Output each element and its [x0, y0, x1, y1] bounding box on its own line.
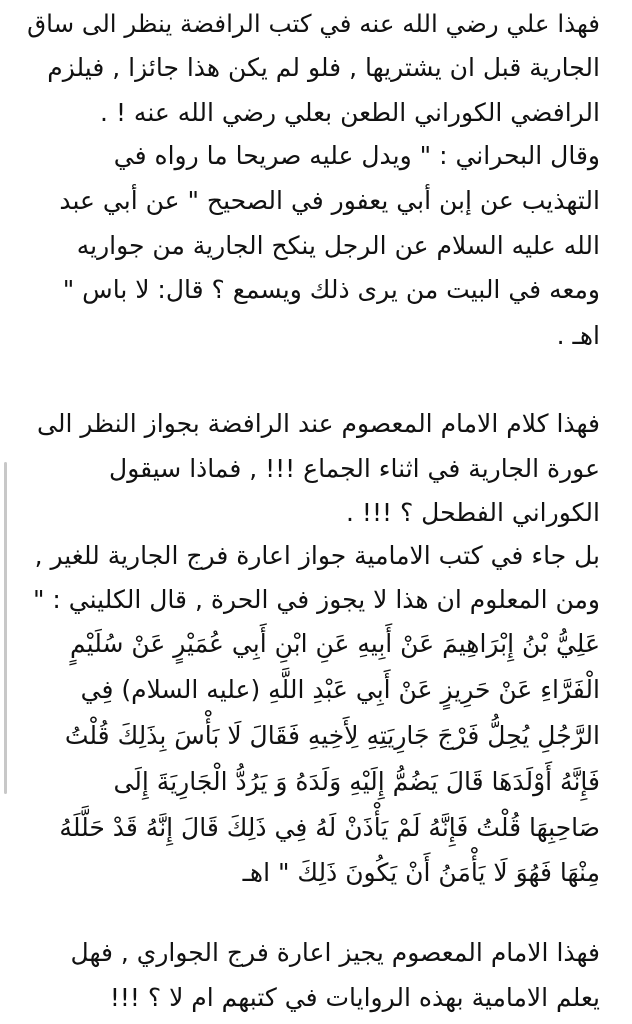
text-line: عَلِيُّ بْنُ إِبْرَاهِيمَ عَنْ أَبِيهِ عَنِ ابْنِ أَبِي عُمَيْرٍ عَنْ سُلَيْمٍ	[70, 629, 600, 658]
text-line: الكوراني الفطحل ؟ !!! .	[346, 498, 600, 527]
text-line: ومعه في البيت من يرى ذلك ويسمع ؟ قال: لا باس "	[62, 275, 600, 304]
scrollbar-indicator[interactable]	[4, 462, 7, 794]
text-line: يعلم الامامية بهذه الروايات في كتبهم ام لا ؟ !!!	[109, 983, 600, 1012]
text-line: عورة الجارية في اثناء الجماع !!! , فماذا سيقول	[109, 454, 600, 483]
text-line: فهذا كلام الامام المعصوم عند الرافضة بجواز النظر الى	[36, 409, 600, 438]
text-line: ومن المعلوم ان هذا لا يجوز في الحرة , قال الكليني : "	[32, 585, 600, 614]
text-line: مِنْهَا فَهُوَ لَا يَأْمَنُ أَنْ يَكُونَ ذَلِكَ " اهـ	[242, 858, 600, 887]
text-line: الجارية قبل ان يشتريها , فلو لم يكن هذا جائزا , فيلزم	[47, 53, 600, 82]
text-line: صَاحِبِهَا قُلْتُ فَإِنَّهُ لَمْ يَأْذَنْ لَهُ فِي ذَلِكَ قَالَ إِنَّهُ قَدْ حَلَّلَهُ	[59, 813, 600, 842]
text-line: الرَّجُلِ يُحِلُّ فَرْجَ جَارِيَتِهِ لِأَخِيهِ فَقَالَ لَا بَأْسَ بِذَلِكَ قُلْتُ	[64, 721, 600, 750]
text-line: الْفَرَّاءِ عَنْ حَرِيزٍ عَنْ أَبِي عَبْدِ اللَّهِ (عليه السلام) فِي	[80, 675, 600, 704]
text-line: التهذيب عن إبن أبي يعفور في الصحيح " عن أبي عبد	[59, 186, 600, 215]
text-line: بل جاء في كتب الامامية جواز اعارة فرج الجارية للغير ,	[34, 541, 600, 570]
text-line: فهذا علي رضي الله عنه في كتب الرافضة ينظر الى ساق	[27, 9, 600, 38]
text-line: فَإِنَّهُ أَوْلَدَهَا قَالَ يَضُمُّ إِلَيْهِ وَلَدَهُ وَ يَرُدُّ الْجَارِيَةَ إِلَى	[113, 767, 600, 796]
text-line: اهـ .	[556, 321, 600, 350]
text-line: فهذا الامام المعصوم يجيز اعارة فرج الجواري , فهل	[70, 938, 600, 967]
text-line: الرافضي الكوراني الطعن بعلي رضي الله عنه ! .	[100, 98, 600, 127]
text-line: الله عليه السلام عن الرجل ينكح الجارية من جواريه	[76, 231, 600, 260]
text-line: وقال البحراني : " ويدل عليه صريحا ما رواه في	[113, 141, 600, 170]
